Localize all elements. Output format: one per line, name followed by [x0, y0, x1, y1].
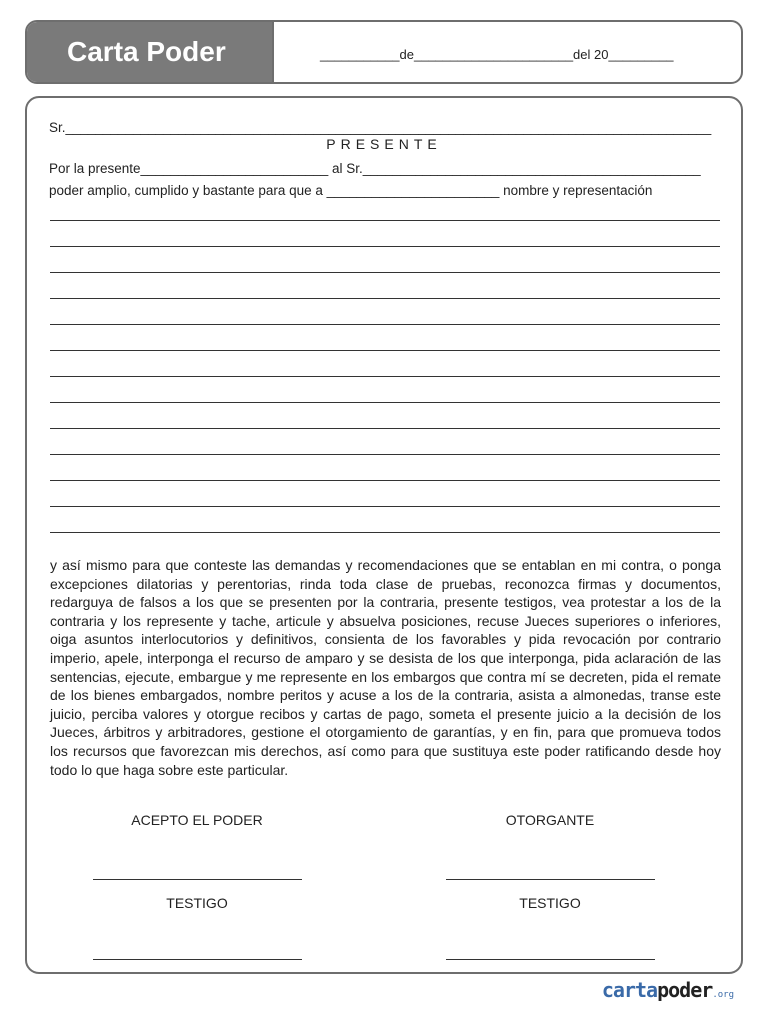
por-la-presente-field[interactable]: Por la presente_________________________ al Sr._____________________________________________ — [49, 161, 701, 176]
logo-suffix: .org — [712, 990, 734, 1000]
page-title: Carta Poder — [67, 36, 226, 67]
date-field[interactable]: ___________de______________________del 20_________ — [320, 47, 674, 62]
acepto-label: ACEPTO EL PODER — [131, 812, 263, 828]
writing-line[interactable] — [50, 220, 720, 221]
writing-line[interactable] — [50, 272, 720, 273]
writing-line[interactable] — [50, 454, 720, 455]
form-body — [25, 96, 743, 974]
title-block — [27, 22, 274, 82]
otorgante-signature-line[interactable] — [446, 879, 655, 880]
testigo-right-signature-line[interactable] — [446, 959, 655, 960]
writing-line[interactable] — [50, 298, 720, 299]
acepto-signature-line[interactable] — [93, 879, 302, 880]
writing-line[interactable] — [50, 428, 720, 429]
logo-part-poder: poder — [657, 978, 713, 1002]
cartapoder-logo — [602, 978, 734, 1002]
logo-part-carta: carta — [601, 978, 658, 1002]
writing-line[interactable] — [50, 350, 720, 351]
header-box — [25, 20, 743, 84]
writing-line[interactable] — [50, 376, 720, 377]
writing-line[interactable] — [50, 246, 720, 247]
writing-line[interactable] — [50, 532, 720, 533]
poder-amplio-field[interactable]: poder amplio, cumplido y bastante para que a _______________________ nombre y representación — [49, 183, 653, 198]
presente-heading: PRESENTE — [326, 136, 442, 152]
testigo-right-label: TESTIGO — [519, 895, 581, 911]
writing-line[interactable] — [50, 480, 720, 481]
sr-field[interactable]: Sr.______________________________________________________________________________________ — [49, 120, 712, 135]
testigo-left-signature-line[interactable] — [93, 959, 302, 960]
testigo-left-label: TESTIGO — [166, 895, 228, 911]
powers-paragraph: y así mismo para que conteste las demandas y recomendaciones que se entablan en mi contra, o ponga excepciones dilatorias y perentorias, rinda toda clase de pruebas, reconozca firmas y documentos, redarguya de falsos a los que se presenten por la contraria, presente testigos, vea protestar a los de la contraria y los represente y tache, articule y absuelva posiciones, recuse Jueces superiores o inferiores, oiga asuntos interlocutorios y definitivos, consienta de los favorables y pida revocación por contrario imperio, apele, interponga el recurso de amparo y se desista de los que interponga, pida aclaración de las sentencias, ejecute, embargue y me represente en los embargos que contra mí se decreten, pida el remate de los bienes embargados, nombre peritos y acuse a los de la contraria, asista a almonedas, transe este juicio, perciba valores y otorgue recibos y cartas de pago, someta el presente juicio a la decisión de los Jueces, árbitros y arbitradores, gestione el otorgamiento de garantías, y en fin, para que promueva todos los recursos que favorezcan mis derechos, así como para que sustituya este poder ratificando desde hoy todo lo que haga sobre este particular. — [50, 557, 721, 778]
writing-line[interactable] — [50, 506, 720, 507]
writing-line[interactable] — [50, 402, 720, 403]
writing-line[interactable] — [50, 324, 720, 325]
otorgante-label: OTORGANTE — [505, 812, 595, 828]
